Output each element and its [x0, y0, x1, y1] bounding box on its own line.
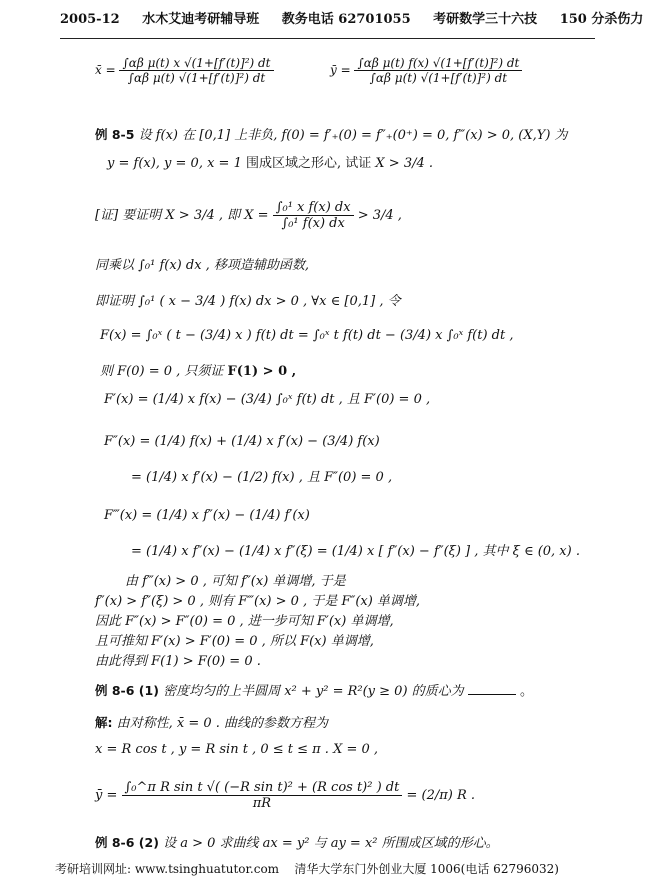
- ex85-claim: X > 3/4 .: [375, 156, 434, 171]
- formula-xbar-frac: [119, 56, 273, 85]
- proof-p1b: > 3/4 ,: [357, 208, 402, 223]
- ex85-line1: [95, 124, 568, 143]
- proof-line2: 同乘以 ∫₀¹ f(x) dx , 移项造辅助函数,: [95, 258, 310, 273]
- formula-ybar-frac: [354, 56, 522, 85]
- header-book: 考研数学三十六技: [433, 12, 538, 27]
- ex86-ybar-rhs: = (2/π) R .: [406, 788, 476, 803]
- proof-line9: F‴(x) = (1/4) x f″(x) − (1/4) f′(x): [104, 508, 310, 523]
- proof-line11: 由 f‴(x) > 0 , 可知 f″(x) 单调增, 于是: [125, 574, 346, 589]
- ex86-ybar-den: πR: [252, 796, 272, 811]
- proof-line14: 且可推知 F′(x) > F′(0) = 0 , 所以 F(x) 单调增,: [95, 634, 374, 649]
- formula-xbar-lhs: x̄ =: [95, 63, 116, 77]
- ex86-ybar-num: ∫₀^π R sin t √( (−R sin t)² + (R cos t)² ) dt: [122, 780, 403, 796]
- ex86-line: [95, 680, 533, 699]
- solution-label: 解:: [95, 715, 113, 730]
- ex86-ybar: [95, 780, 475, 811]
- ex85-line2: [107, 152, 433, 171]
- proof-line1: [95, 200, 402, 231]
- header-slogan: 150 分杀伤力: [559, 12, 644, 27]
- formula-ybar: [330, 56, 522, 85]
- page-header: [60, 8, 661, 27]
- formula-ybar-num: ∫αβ μ(t) f(x) √(1+[f′(t)]²) dt: [354, 56, 522, 71]
- ex85-text: 围成区域之形心, 试证: [246, 156, 372, 171]
- header-date: 2005-12: [60, 12, 120, 27]
- header-org: 水木艾迪考研辅导班: [142, 12, 260, 27]
- proof-p5b: F(1) > 0 ,: [227, 364, 297, 379]
- proof-line8: = (1/4) x f′(x) − (1/2) f(x) , 且 F″(0) = 0 ,: [131, 470, 393, 485]
- formula-ybar-den: ∫αβ μ(t) √(1+[f′(t)]²) dt: [369, 71, 508, 85]
- ex85-statement: 设 f(x) 在 [0,1] 上非负, f(0) = f′₊(0) = f″₊(0⁺) = 0, f‴(x) > 0, (X,Y) 为: [138, 128, 568, 143]
- proof-p5a: 则 F(0) = 0 , 只须证: [100, 364, 224, 379]
- ex86-solution: [95, 712, 328, 731]
- proof-line10: = (1/4) x f″(x) − (1/4) x f″(ξ) = (1/4) x [ f″(x) − f″(ξ) ] , 其中 ξ ∈ (0, x) .: [131, 544, 580, 559]
- proof-line6: F′(x) = (1/4) x f(x) − (3/4) ∫₀ˣ f(t) dt , 且 F′(0) = 0 ,: [104, 392, 431, 407]
- formula-xbar: [95, 56, 274, 85]
- ex85-label: 例 8-5: [95, 127, 135, 142]
- ex86b-line: [95, 832, 499, 851]
- page-footer: [55, 860, 559, 877]
- ex86-tail: 。: [519, 684, 533, 699]
- proof-p1-num: ∫₀¹ x f(x) dx: [273, 200, 354, 216]
- header-rule: [60, 38, 595, 39]
- proof-p1-den: ∫₀¹ f(x) dx: [281, 216, 345, 231]
- ex86b-text: 设 a > 0 求曲线 ax = y² 与 ay = x² 所围成区域的形心。: [163, 836, 499, 851]
- ex86-ybar-frac: [122, 780, 403, 811]
- proof-p1-frac: [273, 200, 354, 231]
- ex86-param: x = R cos t , y = R sin t , 0 ≤ t ≤ π . X = 0 ,: [95, 742, 379, 757]
- formula-xbar-den: ∫αβ μ(t) √(1+[f′(t)]²) dt: [127, 71, 266, 85]
- formula-ybar-lhs: ȳ =: [330, 63, 351, 77]
- ex85-region: y = f(x), y = 0, x = 1: [107, 156, 242, 171]
- proof-line4: F(x) = ∫₀ˣ ( t − (3/4) x ) f(t) dt = ∫₀ˣ t f(t) dt − (3/4) x ∫₀ˣ f(t) dt ,: [100, 328, 514, 343]
- proof-p1a: [证] 要证明 X > 3/4 , 即 X =: [95, 208, 269, 223]
- header-phone: 教务电话 62701055: [281, 12, 411, 27]
- proof-line3: 即证明 ∫₀¹ ( x − 3/4 ) f(x) dx > 0 , ∀x ∈ [0,1] , 令: [95, 294, 401, 309]
- proof-line13: 因此 F″(x) > F″(0) = 0 , 进一步可知 F′(x) 单调增,: [95, 614, 394, 629]
- proof-line15: 由此得到 F(1) > F(0) = 0 .: [95, 654, 261, 669]
- proof-line7: F″(x) = (1/4) f(x) + (1/4) x f′(x) − (3/4) f(x): [104, 434, 380, 449]
- ex86-text: 密度均匀的上半圆周 x² + y² = R²(y ≥ 0) 的质心为: [163, 684, 464, 699]
- ex86-label: 例 8-6 (1): [95, 683, 159, 698]
- proof-line5: [100, 360, 296, 379]
- footer-address: 清华大学东门外创业大厦 1006(电话 62796032): [294, 862, 559, 876]
- answer-blank: [468, 694, 516, 695]
- ex86b-label: 例 8-6 (2): [95, 835, 159, 850]
- proof-line12: f″(x) > f″(ξ) > 0 , 则有 F‴(x) > 0 , 于是 F″(x) 单调增,: [95, 594, 421, 609]
- formula-xbar-num: ∫αβ μ(t) x √(1+[f′(t)]²) dt: [119, 56, 273, 71]
- footer-site: 考研培训网址: www.tsinghuatutor.com: [55, 862, 280, 876]
- ex86-ybar-lhs: ȳ =: [95, 788, 118, 803]
- solution-text: 由对称性, x̄ = 0 . 曲线的参数方程为: [116, 716, 329, 731]
